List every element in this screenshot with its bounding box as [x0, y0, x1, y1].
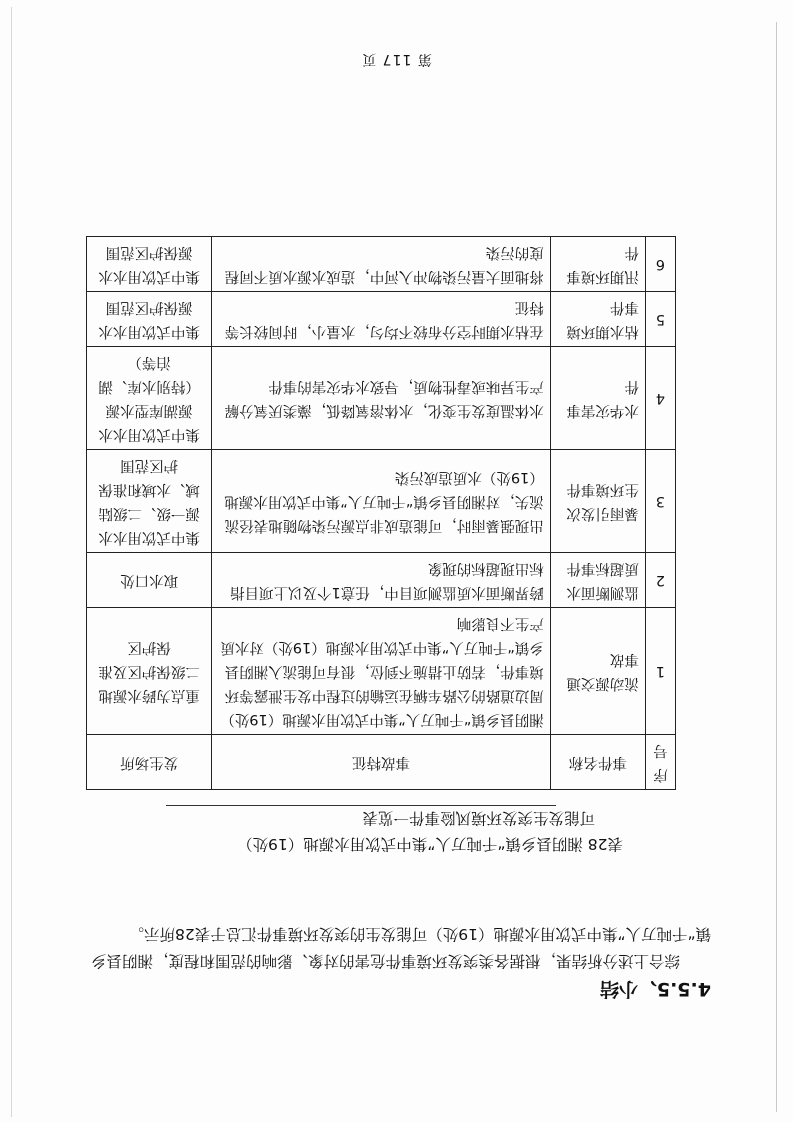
caption-line-1: 表28 湘阴县乡镇“千吨万人”集中式饮用水源地（19处） — [237, 835, 623, 853]
header-no: 序号 — [645, 735, 675, 790]
row-no: 2 — [645, 553, 675, 608]
row-no: 6 — [645, 237, 675, 292]
table-row — [87, 553, 676, 608]
header-name: 事件名称 — [550, 735, 645, 790]
row-name: 监测断面水质超标事件 — [550, 553, 645, 608]
table-header-row — [87, 735, 676, 790]
row-feature: 湘阴县乡镇“千吨万人”集中式饮用水源地（19处）周边道路的公路车辆在运输的过程中发生泄露等环境事件，若防止措施不到位，很有可能流入湘阴县乡镇“千吨万人”集中式饮用水源地（19处）对水质产生不良影响 — [212, 608, 551, 735]
row-feature: 出现强暴雨时，可能造成非点源污染物随地表径流流失，对湘阴县乡镇“千吨万人”集中式饮用水源地（19处）水质造成污染 — [212, 450, 551, 553]
scan-edge-line — [776, 22, 777, 1112]
row-feature: 将地面大量污染物冲入河中，造成水源水质不同程度的污染 — [212, 237, 551, 292]
row-no: 5 — [645, 292, 675, 347]
risk-event-table — [86, 236, 676, 790]
row-no: 3 — [645, 450, 675, 553]
caption-line-2: 可能发生突发环境风险事件一览表 — [362, 809, 595, 827]
row-place: 集中式饮用水水源湖库型水源（特别水库、湖泊等） — [87, 347, 212, 450]
row-place: 集中式饮用水水源保护区范围 — [87, 237, 212, 292]
row-name: 汛期环境事件 — [550, 237, 645, 292]
row-place: 重点为跨水源地二级保护区及准保护区 — [87, 608, 212, 735]
summary-paragraph: 综合上述分析结果，根据各类突发环境事件危害的对象、影响的范围和程度，湘阴县乡镇“千吨万人”集中式饮用水源地（19处）可能发生的突发环境事件汇总于表28所示。 — [90, 925, 711, 970]
row-name: 流动源交通事故 — [550, 608, 645, 735]
caption-underline — [166, 805, 556, 806]
row-name: 水华灾害事件 — [550, 347, 645, 450]
row-place: 集中式饮用水水源保护区范围 — [87, 292, 212, 347]
header-place: 发生场所 — [87, 735, 212, 790]
row-place: 取水口处 — [87, 553, 212, 608]
table-row — [87, 237, 676, 292]
table-row — [87, 450, 676, 553]
row-no: 4 — [645, 347, 675, 450]
section-heading: 4.5.5、小结 — [599, 978, 711, 1000]
row-place: 集中式饮用水水源一级、二级陆域、水域和准保护区范围 — [87, 450, 212, 553]
header-feature: 事故特征 — [212, 735, 551, 790]
row-feature: 水体温度发生变化，水体溶氧降低，藻类厌氧分解产生异味或毒性物质，导致水华灾害的事件 — [212, 347, 551, 450]
scan-edge-line — [11, 7, 12, 1117]
table-row — [87, 347, 676, 450]
table-caption — [63, 805, 623, 857]
row-feature: 跨界断面水质监测项目中，任意1个及以上项目指标出现超标的现象 — [212, 553, 551, 608]
row-feature: 在枯水期时空分布较不均匀，水量小，时间较长等特征 — [212, 292, 551, 347]
table-row — [87, 608, 676, 735]
page-number: 第 117 页 — [361, 51, 432, 67]
table-row — [87, 292, 676, 347]
row-name: 暴雨引发次生环境事件 — [550, 450, 645, 553]
row-no: 1 — [645, 608, 675, 735]
row-name: 枯水期环境事件 — [550, 292, 645, 347]
